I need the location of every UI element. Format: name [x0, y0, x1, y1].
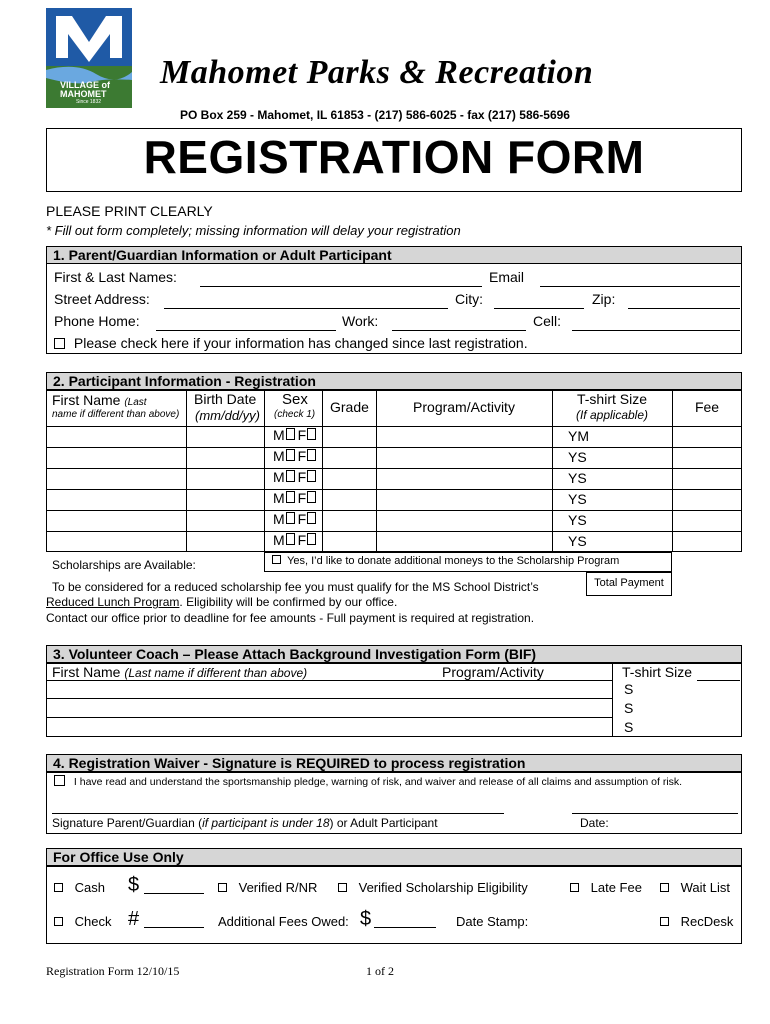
- section2-title: 2. Participant Information - Registration: [46, 372, 742, 390]
- recdesk-checkbox[interactable]: [660, 917, 669, 926]
- check-checkbox[interactable]: [54, 917, 63, 926]
- sex-f-label: F: [297, 448, 307, 464]
- sex-m-label: M: [273, 511, 285, 527]
- office-verified-sch: Verified Scholarship Eligibility: [338, 880, 528, 895]
- waiver-row: [54, 775, 682, 788]
- sex-f-label: F: [297, 490, 307, 506]
- col-first-name-note: name if different than above): [52, 409, 180, 420]
- col-program: Program/Activity: [413, 399, 515, 415]
- late-fee-checkbox[interactable]: [570, 883, 579, 892]
- participant-sex-options: [273, 490, 316, 506]
- sex-m-label: M: [273, 532, 285, 548]
- lunch-line: [46, 595, 397, 609]
- sex-f-label: F: [297, 532, 307, 548]
- participant-shirt-size[interactable]: YS: [568, 491, 587, 507]
- work-label: Work:: [342, 313, 379, 329]
- work-field[interactable]: [392, 330, 526, 331]
- verified-rnr-checkbox[interactable]: [218, 883, 227, 892]
- date-line[interactable]: [572, 813, 738, 814]
- sex-m-label: M: [273, 448, 285, 464]
- waiver-text: I have read and understand the sportsmanship pledge, warning of risk, and waiver and release of all claims and assumption of risk.: [73, 776, 683, 788]
- cell-field[interactable]: [572, 330, 740, 331]
- page-title: REGISTRATION FORM: [143, 131, 645, 183]
- sex-f-checkbox[interactable]: [307, 470, 316, 482]
- name-label: First & Last Names:: [54, 269, 177, 285]
- sex-f-checkbox[interactable]: [307, 491, 316, 503]
- org-address: PO Box 259 - Mahomet, IL 61853 - (217) 586-6025 - fax (217) 586-5696: [180, 108, 570, 122]
- footer-form-version: Registration Form 12/10/15: [46, 964, 180, 978]
- check-hash: #: [128, 908, 140, 930]
- participant-sex-options: [273, 448, 316, 464]
- sex-m-checkbox[interactable]: [286, 491, 295, 503]
- sex-m-label: M: [273, 427, 285, 443]
- print-clearly: PLEASE PRINT CLEARLY: [46, 203, 213, 219]
- coach-size-2[interactable]: S: [624, 700, 634, 716]
- col-birth-date: Birth Date: [194, 391, 257, 407]
- participant-shirt-size[interactable]: YS: [568, 470, 587, 486]
- coach-size-3[interactable]: S: [624, 719, 634, 735]
- cash-checkbox[interactable]: [54, 883, 63, 892]
- reduced-lunch-link[interactable]: Reduced Lunch Program: [46, 595, 180, 609]
- office-late-fee: Late Fee: [570, 880, 642, 895]
- participant-sex-options: [273, 511, 316, 527]
- sex-m-label: M: [273, 490, 285, 506]
- col-first-name: First Name (Last: [52, 392, 147, 408]
- sex-f-checkbox[interactable]: [307, 449, 316, 461]
- section3-title: 3. Volunteer Coach – Please Attach Background Investigation Form (BIF): [46, 645, 742, 663]
- sex-m-checkbox[interactable]: [286, 470, 295, 482]
- sex-m-checkbox[interactable]: [286, 428, 295, 440]
- changed-label: Please check here if your information has changed since last registration.: [73, 335, 528, 351]
- col-fee: Fee: [694, 399, 720, 415]
- zip-label: Zip:: [592, 291, 616, 307]
- participant-sex-options: [273, 532, 316, 548]
- coach-col-tshirt: T-shirt Size: [622, 664, 693, 680]
- sex-m-checkbox[interactable]: [286, 512, 295, 524]
- street-field[interactable]: [164, 308, 448, 309]
- donate-checkbox[interactable]: [272, 555, 281, 564]
- coach-col-name: First Name (Last name if different than above): [52, 664, 308, 680]
- additional-fees-field[interactable]: [374, 927, 436, 928]
- sex-m-checkbox[interactable]: [286, 449, 295, 461]
- city-field[interactable]: [494, 308, 584, 309]
- zip-field[interactable]: [628, 308, 740, 309]
- changed-row: [54, 335, 528, 351]
- cell-label: Cell:: [533, 313, 562, 329]
- date-stamp-label: Date Stamp:: [456, 914, 529, 929]
- col-sex: Sex: [282, 391, 308, 408]
- participant-shirt-size[interactable]: YS: [568, 512, 587, 528]
- contact-text: Contact our office prior to deadline for fee amounts - Full payment is required at registration.: [46, 611, 535, 625]
- participant-sex-options: [273, 427, 316, 443]
- email-field[interactable]: [540, 286, 740, 287]
- sex-f-checkbox[interactable]: [307, 533, 316, 545]
- qualify-text: To be considered for a reduced scholarship fee you must qualify for the MS School District’s: [52, 580, 539, 594]
- coach-col-program: Program/Activity: [442, 664, 544, 680]
- phone-label: Phone Home:: [54, 313, 140, 329]
- email-label: Email: [489, 269, 525, 285]
- street-label: Street Address:: [54, 291, 150, 307]
- office-check: Check: [54, 914, 111, 929]
- signature-label: Signature Parent/Guardian (if participant is under 18) or Adult Participant: [52, 816, 438, 830]
- check-number-field[interactable]: [144, 927, 204, 928]
- waiver-checkbox[interactable]: [54, 775, 65, 786]
- footer-page-number: 1 of 2: [366, 964, 394, 978]
- signature-line[interactable]: [52, 813, 504, 814]
- office-wait-list: Wait List: [660, 880, 730, 895]
- sex-f-label: F: [297, 469, 307, 485]
- cash-dollar: $: [128, 874, 140, 896]
- scholarships-label: Scholarships are Available:: [52, 558, 196, 572]
- wait-list-checkbox[interactable]: [660, 883, 669, 892]
- office-recdesk: RecDesk: [660, 914, 733, 929]
- total-payment-label: Total Payment: [594, 577, 664, 589]
- phone-field[interactable]: [156, 330, 336, 331]
- changed-checkbox[interactable]: [54, 338, 65, 349]
- org-name: Mahomet Parks & Recreation: [160, 54, 594, 91]
- office-box: [46, 866, 742, 944]
- participant-shirt-size[interactable]: YS: [568, 449, 587, 465]
- additional-dollar: $: [360, 908, 372, 930]
- donate-label: Yes, I’d like to donate additional moneys to the Scholarship Program: [287, 555, 620, 567]
- office-verified-rnr: Verified R/NR: [218, 880, 317, 895]
- cash-amount-field[interactable]: [144, 893, 204, 894]
- logo-line2: MAHOMET: [60, 89, 107, 99]
- participant-sex-options: [273, 469, 316, 485]
- participant-shirt-size[interactable]: YS: [568, 533, 587, 549]
- coach-size-1[interactable]: S: [624, 681, 634, 697]
- village-logo: [46, 8, 132, 108]
- additional-fees-label: Additional Fees Owed:: [218, 914, 349, 929]
- verified-scholarship-checkbox[interactable]: [338, 883, 347, 892]
- sex-f-checkbox[interactable]: [307, 512, 316, 524]
- donate-row: [272, 555, 619, 567]
- section1-title: 1. Parent/Guardian Information or Adult Participant: [46, 246, 742, 264]
- col-sex-note: (check 1): [274, 409, 316, 420]
- sex-m-checkbox[interactable]: [286, 533, 295, 545]
- sex-f-checkbox[interactable]: [307, 428, 316, 440]
- logo-line3: Since 1832: [76, 99, 102, 105]
- name-field[interactable]: [200, 286, 482, 287]
- form-note: * Fill out form completely; missing information will delay your registration: [46, 223, 461, 238]
- sex-f-label: F: [297, 427, 307, 443]
- sex-f-label: F: [297, 511, 307, 527]
- col-tshirt: T-shirt Size: [576, 391, 647, 407]
- section4-title: 4. Registration Waiver - Signature is REQUIRED to process registration: [46, 754, 742, 772]
- office-cash: Cash: [54, 880, 105, 895]
- city-label: City:: [455, 291, 483, 307]
- date-label: Date:: [580, 816, 609, 830]
- participant-shirt-size[interactable]: YM: [568, 428, 589, 444]
- col-tshirt-note: (If applicable): [575, 408, 649, 422]
- logo-line1: VILLAGE of: [60, 80, 110, 90]
- office-title: For Office Use Only: [46, 848, 742, 866]
- col-grade: Grade: [330, 399, 369, 415]
- col-birth-format: (mm/dd/yy): [195, 408, 260, 423]
- sex-m-label: M: [273, 469, 285, 485]
- eligibility-text: . Eligibility will be confirmed by our office.: [179, 595, 398, 609]
